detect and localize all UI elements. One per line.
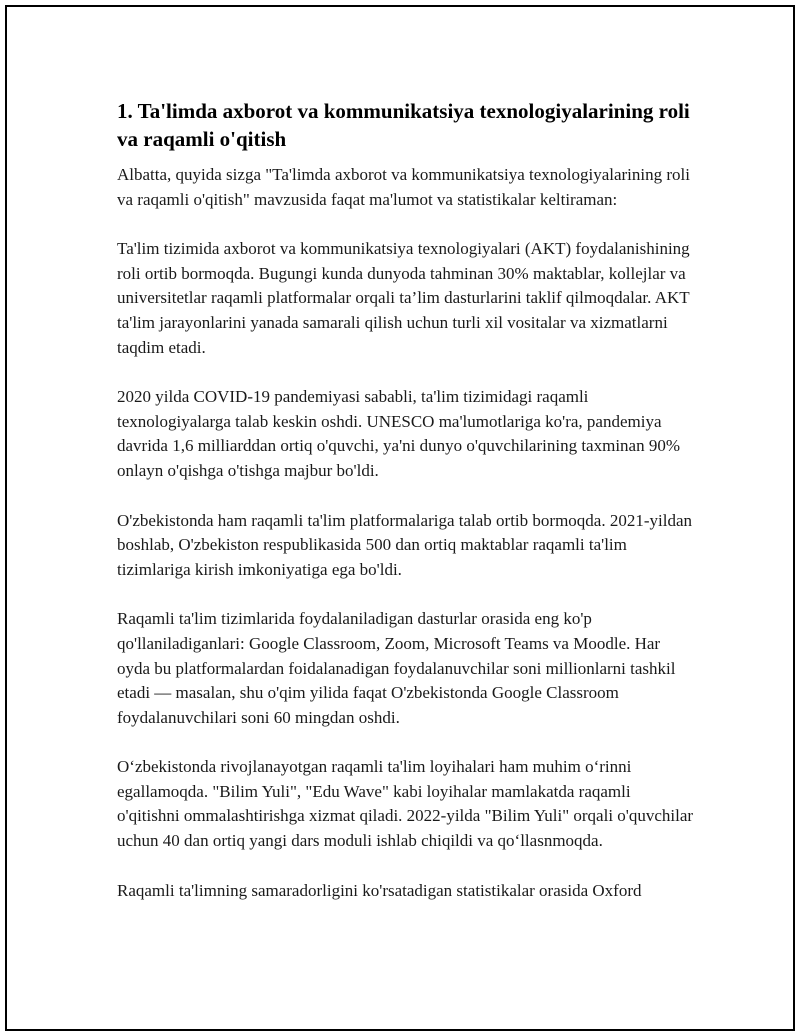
paragraph-covid: 2020 yilda COVID-19 pandemiyasi sababli, ta'lim tizimidagi raqamli texnologiyalarga talab keskin oshdi. UNESCO ma'lumotlariga ko'ra, pandemiya davrida 1,6 milliarddan ortiq o'quvchi, ya'ni dunyo o'quvchilarining taxminan 90% onlayn o'qishga o'tishga majbur bo'ldi. [117, 387, 680, 480]
document-body [117, 97, 697, 903]
section-heading: 1. Ta'limda axborot va kommunikatsiya texnologiyalarining roli va raqamli o'qitish [117, 99, 690, 151]
paragraph-software-tools: Raqamli ta'lim tizimlarida foydalaniladigan dasturlar orasida eng ko'p qo'llaniladiganlari: Google Classroom, Zoom, Microsoft Teams va Moodle. Har oyda bu platformalardan foidalanadigan foydalanuvchilar soni millionlarni tashkil etadi — masalan, shu o'qim yilida faqat O'zbekistonda Google Classroom foydalanuvchilari soni 60 mingdan oshdi. [117, 609, 676, 727]
paragraph-uzbekistan-platforms: O'zbekistonda ham raqamli ta'lim platformalariga talab ortib bormoqda. 2021-yildan boshlab, O'zbekiston respublikasida 500 dan ortiq maktablar raqamli ta'lim tizimlariga kirish imkoniyatiga ega bo'ldi. [117, 510, 692, 579]
paragraph-statistics: Raqamli ta'limning samaradorligini ko'rsatadigan statistikalar orasida Oxford [117, 880, 642, 900]
document-page [5, 5, 795, 1031]
intro-paragraph: Albatta, quyida sizga "Ta'limda axborot va kommunikatsiya texnologiyalarining roli va raqamli o'qitish" mavzusida faqat ma'lumot va statistikalar keltiraman: [117, 165, 690, 209]
paragraph-local-projects: O‘zbekistonda rivojlanayotgan raqamli ta'lim loyihalari ham muhim o‘rinni egallamoqda. "Bilim Yuli", "Edu Wave" kabi loyihalar mamlakatda raqamli o'qitishni ommalashtirishga xizmat qiladi. 2022-yilda "Bilim Yuli" orqali o'quvchilar uchun 40 dan ortiq yangi dars moduli ishlab chiqildi va qo‘llasnmoqda. [117, 757, 694, 851]
paragraph-akt-role: Ta'lim tizimida axborot va kommunikatsiya texnologiyalari (AKT) foydalanishining roli ortib bormoqda. Bugungi kunda dunyoda tahminan 30% maktablar, kollejlar va universitetlar raqamli platformalar orqali ta’lim dasturlarini taklif qilmoqdalar. AKT ta'lim jarayonlarini yanada samarali qilish uchun turli xil vositalar va xizmatlarni taqdim etadi. [117, 239, 690, 357]
